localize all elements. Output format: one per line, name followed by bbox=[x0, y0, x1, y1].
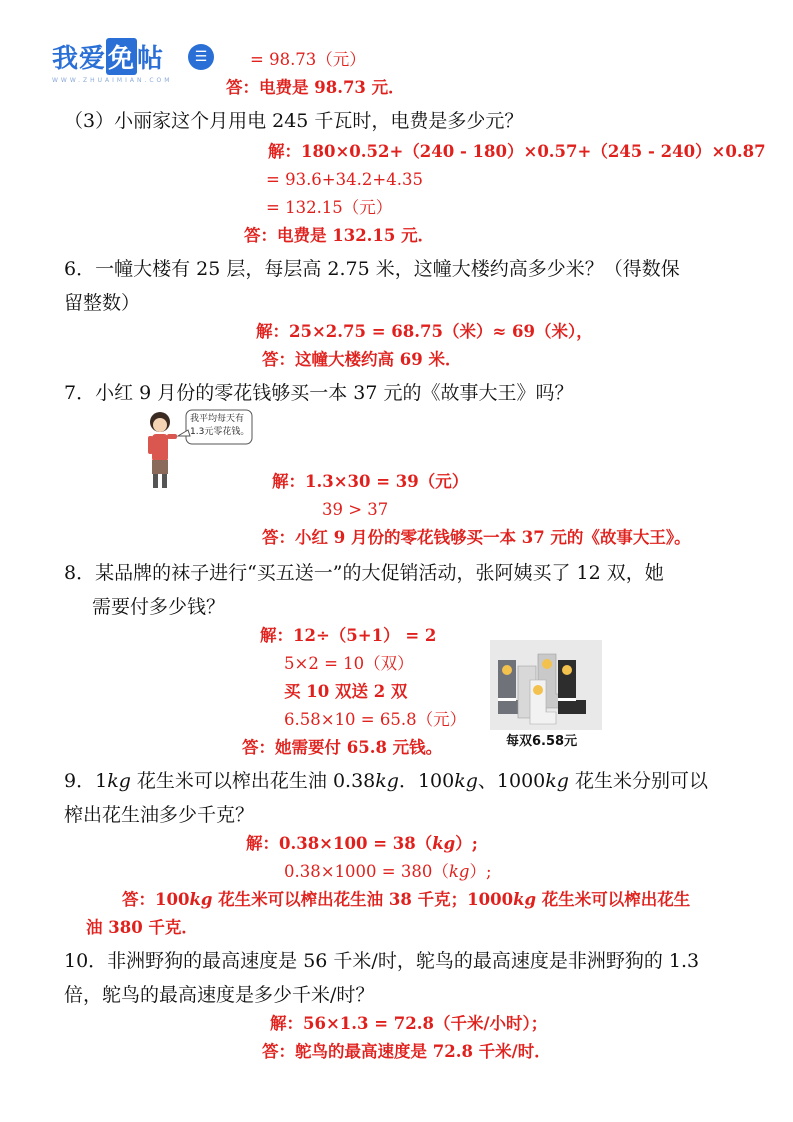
bubble-line-2: 1.3元零花钱。 bbox=[190, 427, 250, 437]
q7-text: 7．小红 9 月份的零花钱够买一本 37 元的《故事大王》吗？ bbox=[64, 382, 574, 404]
q8-answer: 答：她需要付 65.8 元钱。 bbox=[242, 738, 443, 757]
q9-answer-2: 油 380 千克． bbox=[86, 918, 198, 937]
site-logo bbox=[52, 38, 208, 84]
q9-answer-1: 答：100kg 花生米可以榨出花生油 38 千克；1000kg 花生米可以榨出花生 bbox=[122, 890, 691, 909]
q10-text-1: 10．非洲野狗的最高速度是 56 千米/时，鸵鸟的最高速度是非洲野狗的 1.3 bbox=[64, 950, 700, 972]
girl-illustration bbox=[140, 408, 258, 492]
q8-solution-2: 5×2 = 10（双） bbox=[284, 654, 414, 673]
q8-text-2: 需要付多少钱？ bbox=[92, 596, 226, 618]
q9-text-1: 9．1kg 花生米可以榨出花生油 0.38kg．100kg、1000kg 花生米分别可以 bbox=[64, 770, 708, 792]
q5-solution-1: 解：180×0.52+（240 - 180）×0.57+（245 - 240）×0.87 bbox=[268, 142, 766, 161]
q10-text-2: 倍，鸵鸟的最高速度是多少千米/时？ bbox=[64, 984, 375, 1006]
q5-solution-3: = 132.15（元） bbox=[266, 198, 393, 217]
q10-answer: 答：鸵鸟的最高速度是 72.8 千米/时． bbox=[262, 1042, 551, 1061]
logo-badge-icon: ☰ bbox=[188, 44, 214, 70]
q5-answer: 答：电费是 132.15 元． bbox=[244, 226, 435, 245]
q6-text-2: 留整数） bbox=[64, 292, 141, 314]
q5-solution-2: = 93.6+34.2+4.35 bbox=[266, 170, 423, 189]
q10-solution: 解：56×1.3 = 72.8（千米/小时）； bbox=[270, 1014, 548, 1033]
q7-answer: 答：小红 9 月份的零花钱够买一本 37 元的《故事大王》。 bbox=[262, 528, 691, 547]
q6-answer: 答：这幢大楼约高 69 米． bbox=[262, 350, 462, 369]
socks-photo bbox=[490, 640, 602, 730]
q6-text-1: 6．一幢大楼有 25 层，每层高 2.75 米，这幢大楼约高多少米？（得数保 bbox=[64, 258, 680, 280]
logo-text: 我爱免帖 bbox=[52, 38, 172, 75]
q5-prev-answer: 答：电费是 98.73 元． bbox=[226, 78, 405, 97]
q5-sub3: （3）小丽家这个月用电 245 千瓦时，电费是多少元？ bbox=[64, 110, 524, 132]
q9-solution-2: 0.38×1000 = 380（kg）; bbox=[284, 862, 492, 881]
q7-solution-2: 39 > 37 bbox=[322, 500, 389, 519]
q8-solution-4: 6.58×10 = 65.8（元） bbox=[284, 710, 467, 729]
q6-solution: 解：25×2.75 = 68.75（米）≈ 69（米）， bbox=[256, 322, 593, 341]
bubble-line-1: 我平均每天有 bbox=[190, 414, 245, 424]
speech-bubble bbox=[190, 413, 249, 439]
q7-solution-1: 解：1.3×30 = 39（元） bbox=[272, 472, 469, 491]
q8-solution-3: 买 10 双送 2 双 bbox=[284, 682, 408, 701]
q9-solution-1: 解：0.38×100 = 38（kg）; bbox=[246, 834, 478, 853]
q9-text-2: 榨出花生油多少千克？ bbox=[64, 804, 255, 826]
logo-url: WWW.ZHUAIMIAN.COM bbox=[52, 77, 173, 84]
q8-text-1: 8．某品牌的袜子进行“买五送一”的大促销活动，张阿姨买了 12 双，她 bbox=[64, 562, 664, 584]
q8-solution-1: 解：12÷（5+1） = 2 bbox=[260, 626, 437, 645]
socks-caption: 每双6.58元 bbox=[506, 734, 578, 749]
q5-prev-line: = 98.73（元） bbox=[250, 50, 366, 69]
